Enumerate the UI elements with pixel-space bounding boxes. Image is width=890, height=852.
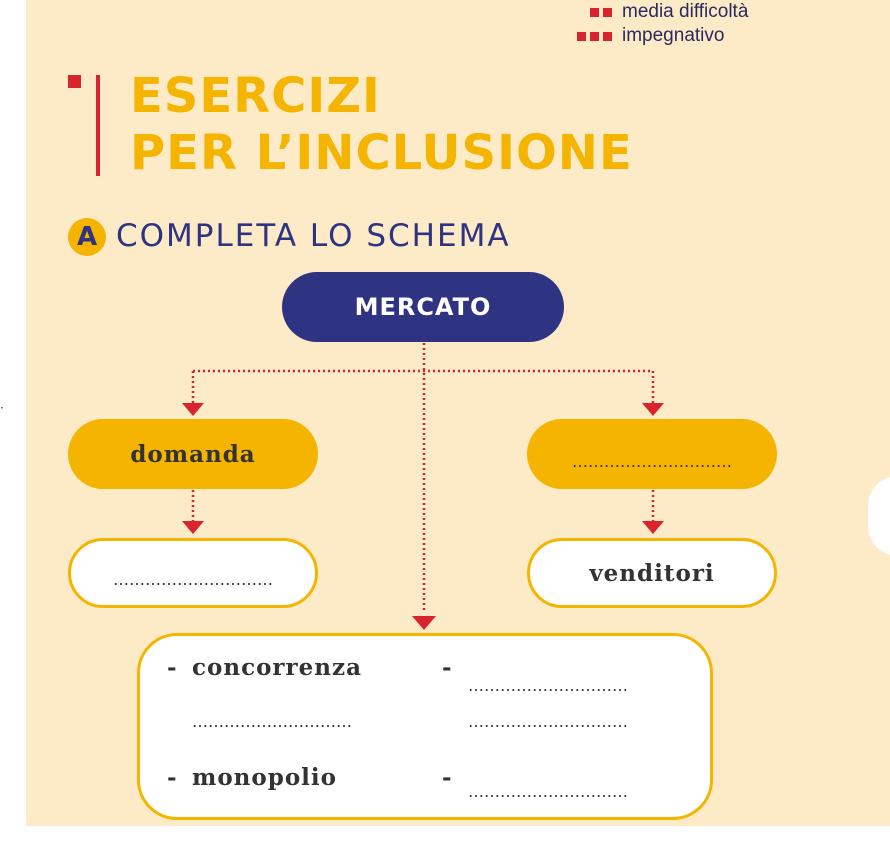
blank-offer[interactable]: …………………………	[572, 452, 732, 471]
form-concorrenza: concorrenza	[192, 654, 362, 681]
node-mercato	[282, 272, 564, 342]
section-title: COMPLETA LO SCHEMA	[116, 218, 511, 254]
node-market-forms	[137, 633, 713, 820]
node-buyers-blank	[68, 538, 318, 608]
margin-mark: ·	[0, 401, 4, 415]
legend-medium-label: media difficoltà	[622, 1, 749, 22]
node-domanda	[68, 419, 318, 489]
node-offer-blank	[527, 419, 777, 489]
form-dash: -	[442, 764, 453, 791]
arrow-sellers-icon	[642, 521, 664, 534]
blank-form-c[interactable]: …………………………	[468, 782, 628, 801]
arrow-domanda-icon	[182, 403, 204, 416]
legend-hard-label: impegnativo	[622, 25, 725, 46]
blank-concorrenza-type[interactable]: …………………………	[192, 712, 352, 731]
form-dash: -	[167, 764, 178, 791]
blank-form-b[interactable]: …………………………	[468, 712, 628, 731]
page-title-line1: ESERCIZI	[130, 68, 381, 124]
form-monopolio: monopolio	[192, 764, 337, 791]
blank-form-a[interactable]: …………………………	[468, 676, 628, 695]
arrow-buyers-icon	[182, 521, 204, 534]
page-title-line2: PER L’INCLUSIONE	[130, 125, 633, 181]
node-mercato-label: MERCATO	[354, 293, 492, 321]
arrow-forms-icon	[412, 616, 436, 630]
section-letter: A	[76, 222, 98, 252]
form-dash: -	[442, 654, 453, 681]
node-venditori-label: venditori	[589, 559, 715, 587]
arrow-offer-icon	[642, 403, 664, 416]
node-domanda-label: domanda	[130, 440, 256, 468]
blank-buyers[interactable]: …………………………	[113, 570, 273, 589]
node-venditori	[527, 538, 777, 608]
form-dash: -	[167, 654, 178, 681]
